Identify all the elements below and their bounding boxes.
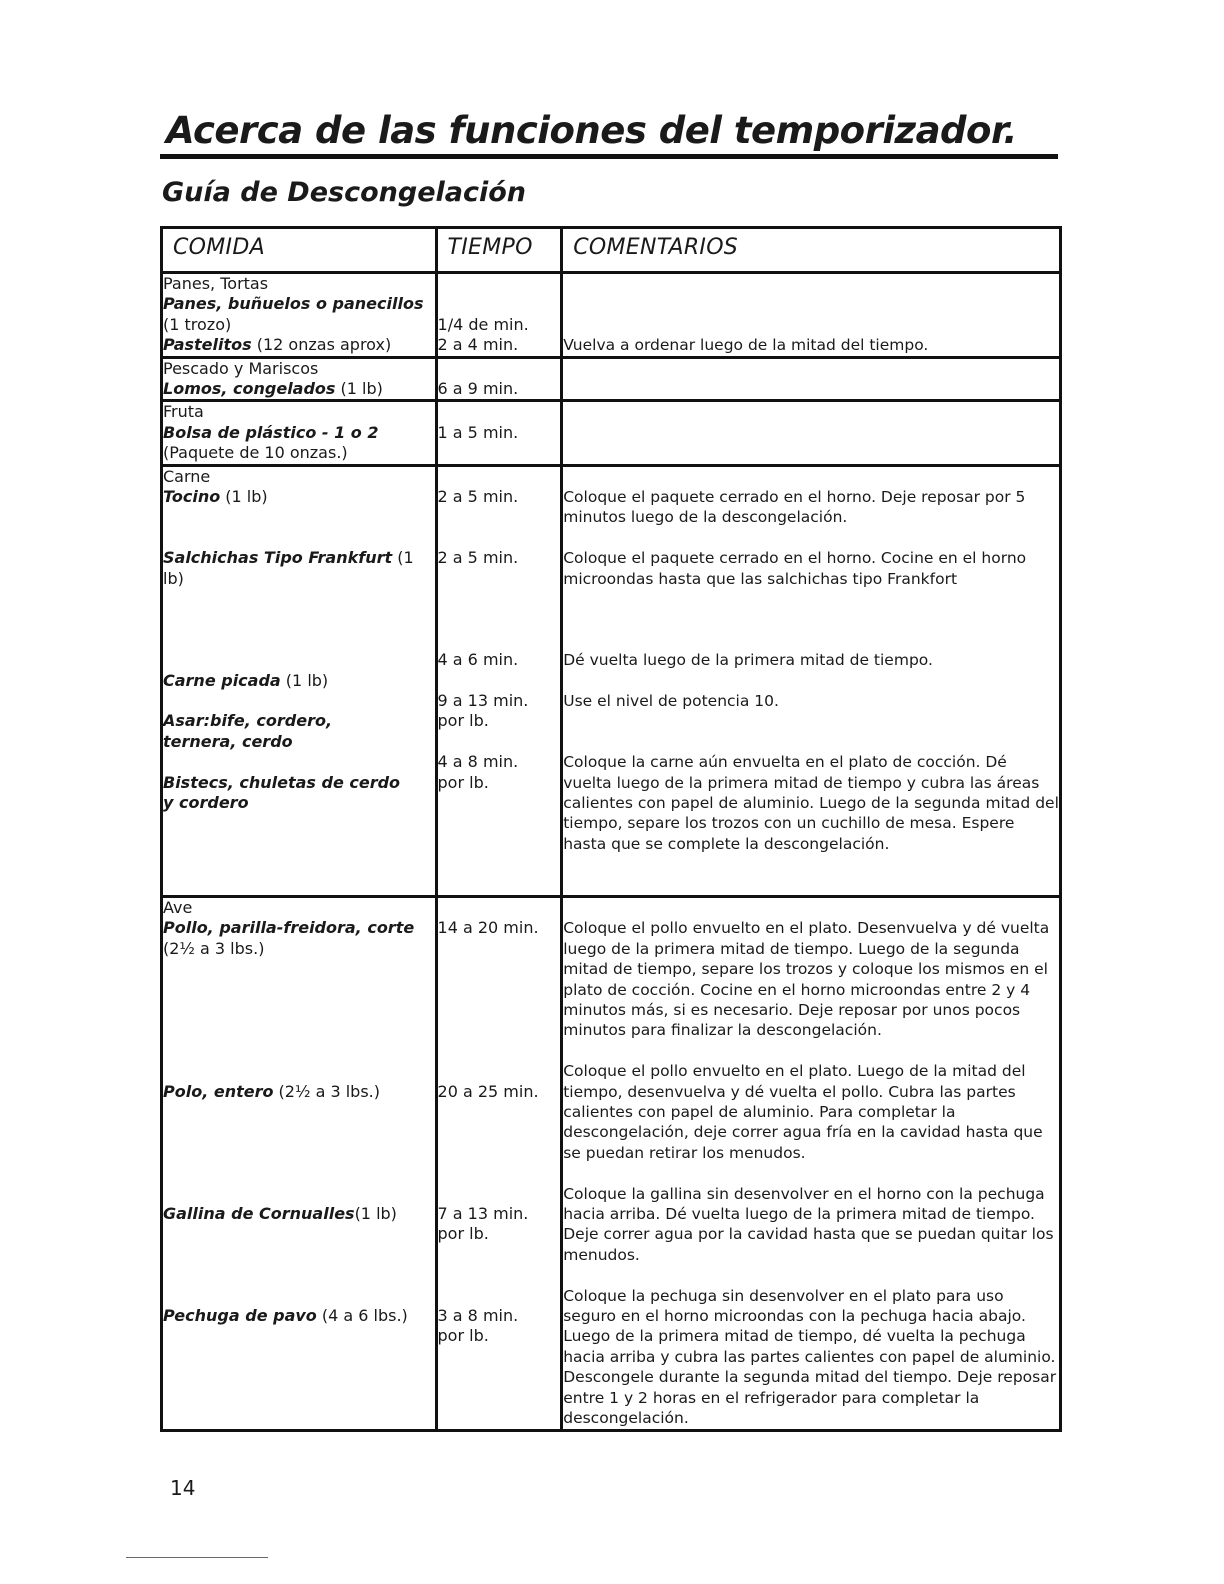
table-row bbox=[162, 273, 1061, 358]
time-value: 4 a 6 min. bbox=[437, 650, 519, 670]
header-comments: COMENTARIOS bbox=[562, 228, 1061, 273]
time-cell bbox=[436, 357, 562, 401]
comment-text: Coloque la pechuga sin desenvolver en el plato para uso seguro en el horno microondas con la pechuga hacia abajo. Luego de la primera mitad de tiempo, dé vuelta la pechuga hacia arriba y cubra las partes calientes con papel de aluminio. Descongele durante la segunda mitad del tiempo. Deje reposar entre 1 y 2 horas en el refrigerador para completar la descongelación. bbox=[563, 1286, 1057, 1428]
comment-cell bbox=[562, 401, 1061, 465]
time-value: 3 a 8 min. bbox=[437, 1305, 519, 1325]
time-value: 7 a 13 min. bbox=[437, 1203, 529, 1223]
page-number: 14 bbox=[170, 1476, 196, 1500]
comment-text: Coloque la carne aún envuelta en el plato de cocción. Dé vuelta luego de la primera mitad de tiempo y cubra las áreas calientes con papel de aluminio. Luego de la segunda mitad del tiempo, separe los trozos con un cuchillo de mesa. Espere hasta que se complete la descongelación. bbox=[563, 753, 1059, 853]
comment-text: Dé vuelta luego de la primera mitad de tiempo. bbox=[563, 651, 933, 670]
food-item: Panes, buñuelos o panecillos bbox=[163, 294, 424, 314]
time-value: 6 a 9 min. bbox=[437, 379, 519, 399]
group-label: Panes, Tortas bbox=[163, 274, 269, 293]
time-unit: por lb. bbox=[437, 1326, 489, 1346]
comment-text: Use el nivel de potencia 10. bbox=[563, 692, 779, 711]
time-value: 4 a 8 min. bbox=[437, 752, 519, 772]
time-cell bbox=[436, 897, 562, 1431]
section-subtitle: Guía de Descongelación bbox=[162, 177, 527, 208]
food-item: Bolsa de plástico - 1 o 2 bbox=[163, 422, 379, 442]
page-title: Acerca de las funciones del temporizador. bbox=[166, 109, 1017, 152]
group-label: Ave bbox=[163, 898, 193, 917]
time-value: 9 a 13 min. bbox=[437, 691, 529, 710]
title-rule bbox=[160, 154, 1058, 159]
time-value: 20 a 25 min. bbox=[437, 1081, 539, 1101]
table-header-row bbox=[162, 228, 1061, 273]
time-value: 14 a 20 min. bbox=[437, 918, 539, 938]
food-item: Polo, entero (2½ a 3 lbs.) bbox=[163, 1081, 380, 1101]
food-cell bbox=[162, 273, 437, 358]
food-cell bbox=[162, 401, 437, 465]
table-row bbox=[162, 357, 1061, 401]
food-item: Lomos, congelados (1 lb) bbox=[163, 379, 383, 399]
time-cell bbox=[436, 273, 562, 358]
footer-rule bbox=[126, 1557, 268, 1558]
group-label: Carne bbox=[163, 466, 211, 486]
food-item: Asar:bife, cordero, ternera, cerdo bbox=[163, 711, 333, 751]
comment-text: Coloque el pollo envuelto en el plato. Desenvuelva y dé vuelta luego de la primera mitad de tiempo. Luego de la segunda mitad de tiempo, separe los trozos y coloque los mismos en el plato de cocción. Cocine en el horno microondas entre 2 y 4 minutos más, si es necesario. Deje reposar por unos pocos minutos para finalizar la descongelación. bbox=[563, 919, 1050, 1040]
time-value: 1 a 5 min. bbox=[437, 422, 519, 442]
comment-cell bbox=[562, 357, 1061, 401]
food-item: Tocino (1 lb) bbox=[163, 487, 268, 507]
time-value: 2 a 5 min. bbox=[437, 548, 519, 568]
food-item: Pechuga de pavo (4 a 6 lbs.) bbox=[163, 1305, 408, 1325]
food-item: Pollo, parilla-freidora, corte bbox=[163, 918, 415, 938]
comment-cell bbox=[562, 273, 1061, 358]
time-cell bbox=[436, 401, 562, 465]
defrost-guide-table bbox=[160, 226, 1062, 1432]
food-item: Bistecs, chuletas de cerdo y cordero bbox=[163, 772, 401, 813]
table-row bbox=[162, 897, 1061, 1431]
header-food: COMIDA bbox=[162, 228, 437, 273]
comment-text: Coloque la gallina sin desenvolver en el horno con la pechuga hacia arriba. Dé vuelta luego de la primera mitad de tiempo. Deje correr agua por la cavidad hasta que se puedan quitar los menudos. bbox=[563, 1184, 1054, 1264]
food-item: Gallina de Cornualles(1 lb) bbox=[163, 1203, 397, 1223]
comment-text: Coloque el pollo envuelto en el plato. Luego de la mitad del tiempo, desenvuelva y dé vuelta el pollo. Cubra las partes calientes con papel de aluminio. Para completar la descongelación, deje correr agua fría en la cavidad hasta que se puedan retirar los menudos. bbox=[563, 1062, 1043, 1162]
food-cell bbox=[162, 897, 437, 1431]
table-row bbox=[162, 465, 1061, 896]
time-cell bbox=[436, 465, 562, 896]
food-item: Pastelitos (12 onzas aprox) bbox=[163, 335, 392, 355]
comment-text: Coloque el paquete cerrado en el horno. Deje reposar por 5 minutos luego de la descongelación. bbox=[563, 488, 1026, 527]
comment-text: Vuelva a ordenar luego de la mitad del tiempo. bbox=[563, 336, 929, 355]
food-note: (1 trozo) bbox=[163, 314, 232, 334]
comment-cell bbox=[562, 897, 1061, 1431]
table-row bbox=[162, 401, 1061, 465]
header-time: TIEMPO bbox=[436, 228, 562, 273]
group-label: Fruta bbox=[163, 402, 204, 422]
food-cell bbox=[162, 357, 437, 401]
food-item: Carne picada (1 lb) bbox=[163, 670, 329, 690]
comment-cell bbox=[562, 465, 1061, 896]
time-unit: por lb. bbox=[437, 772, 489, 792]
comment-text: Coloque el paquete cerrado en el horno. Cocine en el horno microondas hasta que las salchichas tipo Frankfort bbox=[563, 549, 1027, 588]
food-note: (Paquete de 10 onzas.) bbox=[163, 443, 348, 463]
food-cell bbox=[162, 465, 437, 896]
food-note: (2½ a 3 lbs.) bbox=[163, 938, 265, 958]
time-value: 2 a 5 min. bbox=[437, 487, 519, 507]
time-value: 1/4 de min. bbox=[437, 314, 529, 334]
time-unit: por lb. bbox=[437, 711, 489, 731]
food-item: Salchichas Tipo Frankfurt (1 lb) bbox=[163, 548, 414, 588]
time-value: 2 a 4 min. bbox=[437, 335, 519, 355]
time-unit: por lb. bbox=[437, 1224, 489, 1244]
group-label: Pescado y Mariscos bbox=[163, 358, 319, 378]
